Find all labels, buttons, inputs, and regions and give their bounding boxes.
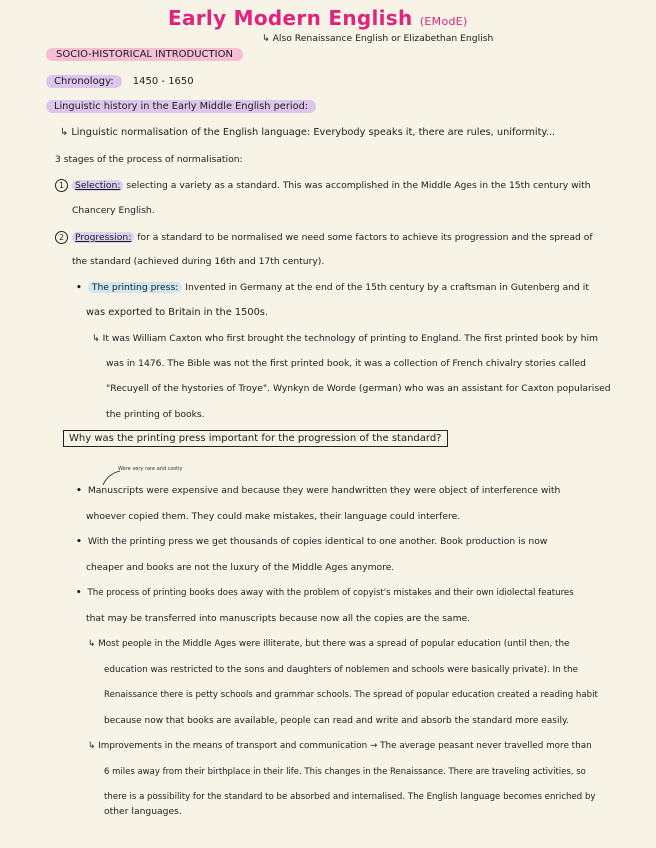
- question-box: [63, 430, 448, 447]
- chronology-value: 1450 - 1650: [132, 76, 194, 87]
- transport-text-1: Improvements in the means of transport and communication → The average peasant never travelled more than: [98, 741, 592, 751]
- bullet-2-text-1: With the printing press we get thousands of copies identical to one another. Book production is now: [87, 536, 548, 547]
- page-title: [168, 6, 468, 30]
- hooked-arrow-icon: ↳: [262, 33, 270, 44]
- title-main: Early Modern English: [168, 6, 413, 30]
- stage2-number: 2: [55, 231, 68, 244]
- stage2-text-a: for a standard to be normalised we need some factors to achieve its progression and the spread of: [137, 232, 593, 243]
- transport-text-3: there is a possibility for the standard to be absorbed and internalised. The English language becomes enriched by: [104, 792, 596, 802]
- dot-icon: •: [76, 588, 82, 598]
- caxton-text-4: the printing of books.: [106, 409, 205, 420]
- chronology-line: [46, 76, 194, 88]
- dot-icon: •: [76, 536, 82, 547]
- bullet-3-text-1: The process of printing books does away with the problem of copyist's mistakes and their own idiolectal features: [87, 588, 574, 598]
- caxton-line-1: [92, 333, 598, 345]
- bullet-2-text-2: cheaper and books are not the luxury of the Middle Ages anymore.: [86, 562, 395, 573]
- stage1-line-a: [55, 179, 591, 192]
- section-heading: [46, 49, 243, 61]
- stage2-text-b: the standard (achieved during 16th and 17th century).: [72, 256, 325, 267]
- title-abbr: (EModE): [419, 15, 468, 28]
- stage1-text-a: selecting a variety as a standard. This was accomplished in the Middle Ages in the 15th century with: [126, 180, 591, 191]
- transport-line-1: [88, 740, 592, 752]
- stage1-number: 1: [55, 179, 68, 192]
- caxton-text-1: It was William Caxton who first brought the technology of printing to England. The first printed book by him: [102, 333, 598, 344]
- subtitle: Also Renaissance English or Elizabethan English: [272, 33, 494, 44]
- transport-text-2: 6 miles away from their birthplace in their life. This changes in the Renaissance. There are traveling activities, so: [104, 767, 586, 777]
- literacy-text-4: because now that books are available, people can read and write and absorb the standard more easily.: [104, 716, 569, 726]
- bullet-3-line-1: [76, 587, 574, 599]
- literacy-text-2: education was restricted to the sons and daughters of noblemen and schools were basically private). In the: [104, 665, 578, 675]
- transport-text-4: other languages.: [104, 806, 182, 817]
- stage2-line-a: [55, 231, 593, 244]
- dot-icon: •: [76, 282, 82, 293]
- stage2-label: Progression:: [72, 232, 134, 243]
- chronology-label: Chronology:: [46, 75, 122, 88]
- dot-icon: •: [76, 485, 82, 496]
- printing-text-1: Invented in Germany at the end of the 15th century by a craftsman in Gutenberg and it: [185, 282, 589, 293]
- bullet-1-text-2: whoever copied them. They could make mistakes, their language could interfere.: [86, 511, 461, 522]
- caxton-text-2: was in 1476. The Bible was not the first printed book, it was a collection of French chivalry stories called: [106, 358, 586, 369]
- bullet-2-line-1: [76, 536, 547, 548]
- hooked-arrow-icon: ↳: [92, 333, 100, 344]
- printing-text-2: was exported to Britain in the 1500s.: [86, 307, 269, 318]
- manuscripts-annotation: Were very rare and costly: [118, 466, 183, 472]
- subtitle-line: [262, 33, 493, 45]
- stages-intro: 3 stages of the process of normalisation:: [55, 154, 243, 165]
- hooked-arrow-icon: ↳: [60, 127, 69, 138]
- bullet-1-line-1: [76, 485, 560, 497]
- literacy-text-1: Most people in the Middle Ages were illiterate, but there was a spread of popular education (until then, the: [98, 639, 570, 649]
- hooked-arrow-icon: ↳: [88, 741, 96, 751]
- literacy-text-3: Renaissance there is petty schools and grammar schools. The spread of popular education created a reading habit: [104, 690, 598, 700]
- section-heading-text: SOCIO-HISTORICAL INTRODUCTION: [46, 48, 243, 61]
- ling-history-heading: [46, 101, 316, 113]
- stage1-label: Selection:: [72, 180, 123, 191]
- hooked-arrow-icon: ↳: [88, 639, 96, 649]
- normalisation-text: Linguistic normalisation of the English language: Everybody speaks it, there are rules, uniformity...: [71, 127, 556, 138]
- caxton-text-3: "Recuyell of the hystories of Troye". Wynkyn de Worde (german) who was an assistant for Caxton popularised: [106, 383, 611, 394]
- literacy-line-1: [88, 638, 569, 650]
- question-text: Why was the printing press important for the progression of the standard?: [69, 433, 442, 444]
- ling-history-text: Linguistic history in the Early Middle English period:: [46, 100, 316, 113]
- bullet-3-text-2: that may be transferred into manuscripts because now all the copies are the same.: [86, 613, 471, 624]
- printing-line-1: [76, 282, 589, 294]
- normalisation-line: [60, 127, 555, 139]
- printing-label: The printing press:: [88, 282, 182, 293]
- stage1-text-b: Chancery English.: [72, 205, 155, 216]
- bullet-1-text-1: Manuscripts were expensive and because they were handwritten they were object of interference with: [87, 485, 561, 496]
